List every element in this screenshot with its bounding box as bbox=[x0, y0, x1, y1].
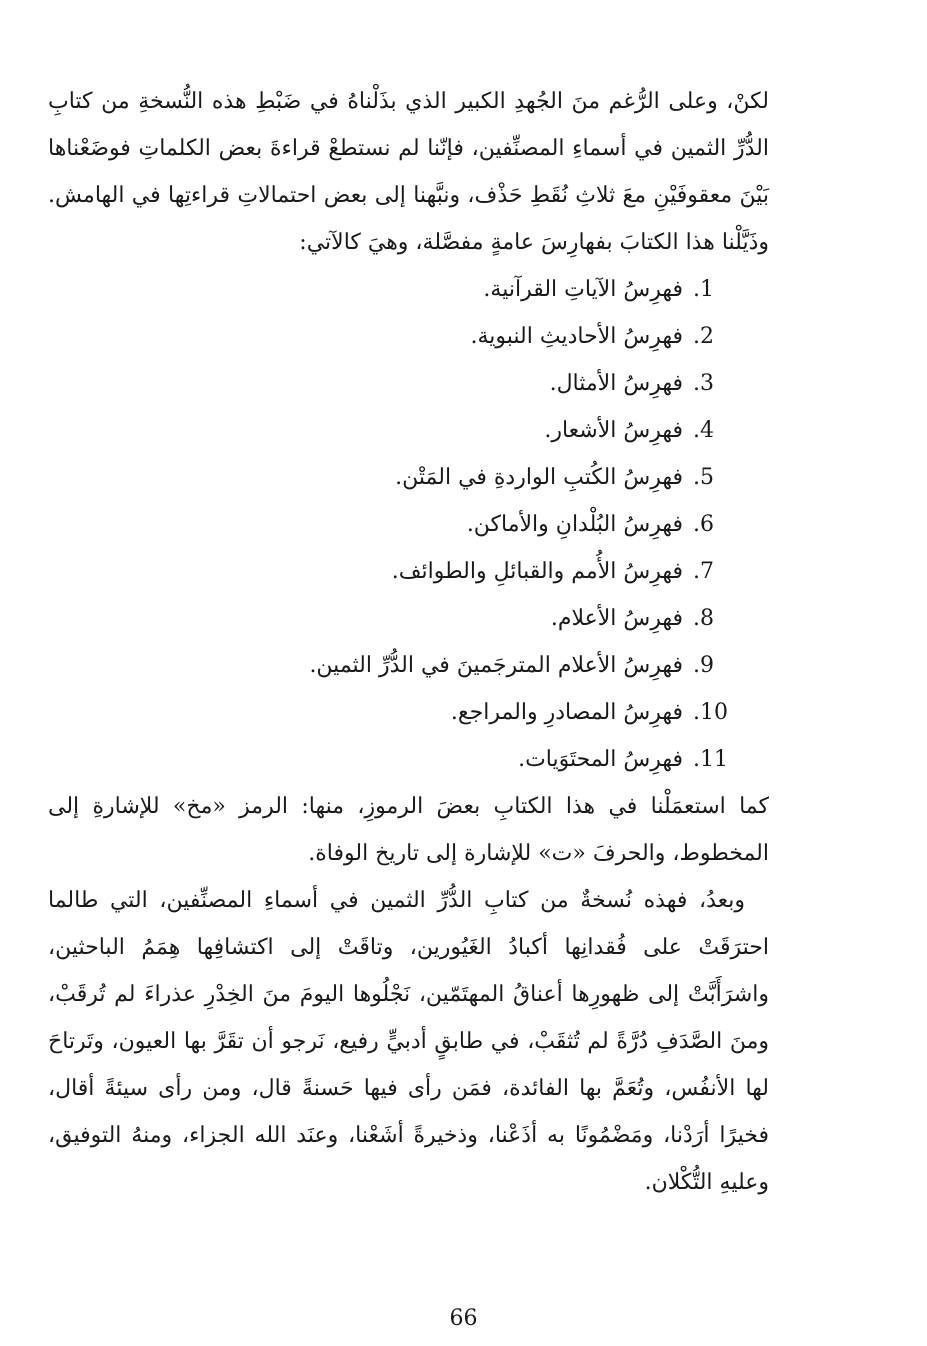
list-number: 5. bbox=[693, 465, 714, 490]
list-text: فهرِسُ المحتَوَيات. bbox=[518, 747, 683, 772]
list-item bbox=[48, 360, 769, 407]
list-item bbox=[48, 689, 769, 736]
list-text: فهرِسُ الأحاديثِ النبوية. bbox=[470, 324, 683, 349]
list-number: 7. bbox=[693, 559, 714, 584]
list-number: 8. bbox=[693, 606, 714, 631]
list-text: فهرِسُ الآياتِ القرآنية. bbox=[483, 277, 683, 302]
list-text: فهرِسُ الأعلام. bbox=[550, 606, 683, 631]
list-number: 11. bbox=[693, 747, 728, 772]
closing-paragraph: وبعدُ، فهذه نُسخةٌ من كتابِ الدُّرِّ الثمين في أسماءِ المصنِّفين، التي طالما احترَقَتْ على فُقدانِها أكبادُ الغَيُورين، وتاقَتْ إلى اكتشافِها هِمَمُ الباحثين، واشرَأَبَّتْ إلى ظهورِها أعناقُ المهتَمّين، نَجْلُوها اليومَ منَ الخِدْرِ عذراءَ لم تُرقَبْ، ومنَ الصَّدَفِ دُرَّةً لم تُثقَبْ، في طابقٍ أدبيٍّ رفيع، نَرجو أن تقَرَّ بها العيون، وتَرتاحَ لها الأنفُس، وتُعَمَّ بها الفائدة، فمَن رأى فيها حَسنةً قال، ومن رأى سيئةً أقال، فخيرًا أرَدْنا، ومَضْمُونًا به أذَعْنا، وذخيرةً أشَعْنا، وعنَد الله الجزاء، ومنهُ التوفيق، وعليهِ التُّكْلان. bbox=[48, 888, 769, 1195]
list-number: 6. bbox=[693, 512, 714, 537]
list-text: فهرِسُ البُلْدانِ والأماكن. bbox=[466, 512, 683, 537]
list-number: 4. bbox=[693, 418, 714, 443]
list-text: فهرِسُ الأشعار. bbox=[544, 418, 683, 443]
symbols-paragraph: كما استعمَلْنا في هذا الكتابِ بعضَ الرموزِ، منها: الرمز «مخ» للإشارةِ إلى المخطوط، والحرفَ «ت» للإشارة إلى تاريخ الوفاة. bbox=[48, 794, 769, 866]
list-item bbox=[48, 595, 769, 642]
body-text bbox=[48, 78, 769, 1206]
list-item bbox=[48, 407, 769, 454]
list-item bbox=[48, 501, 769, 548]
intro-paragraph: لكنْ، وعلى الرُّغم منَ الجُهدِ الكبير الذي بذَلْناهُ في ضَبْطِ هذه النُّسخةِ من كتابِ الدُّرِّ الثمين في أسماءِ المصنِّفين، فإنّنا لم نستطعْ قراءةَ بعض الكلماتِ فوضَعْناها بَيْنَ معقوفَيْنِ معَ ثلاثِ نُقَطِ حَذْف، ونبَّهنا إلى بعض احتمالاتِ قراءتِها في الهامش. وذَيَّلْنا هذا الكتابَ بفهارِسَ عامةٍ مفصَّلة، وهيَ كالآتي: bbox=[48, 89, 769, 255]
list-number: 9. bbox=[693, 653, 714, 678]
list-text: فهرِسُ الأُمم والقبائلِ والطوائف. bbox=[391, 559, 683, 584]
list-text: فهرِسُ الأعلام المترجَمينَ في الدُّرِّ الثمين. bbox=[309, 653, 683, 678]
list-text: فهرِسُ الأمثال. bbox=[549, 371, 683, 396]
list-number: 2. bbox=[693, 324, 714, 349]
list-number: 3. bbox=[693, 371, 714, 396]
list-item bbox=[48, 736, 769, 783]
list-item bbox=[48, 548, 769, 595]
list-item bbox=[48, 313, 769, 360]
list-item bbox=[48, 266, 769, 313]
list-item bbox=[48, 642, 769, 689]
list-text: فهرِسُ المصادرِ والمراجع. bbox=[450, 700, 683, 725]
page-number: 66 bbox=[449, 1306, 478, 1331]
list-text: فهرِسُ الكُتبِ الواردةِ في المَتْن. bbox=[395, 465, 683, 490]
index-list bbox=[48, 266, 769, 783]
list-item bbox=[48, 454, 769, 501]
list-number: 1. bbox=[693, 277, 714, 302]
list-number: 10. bbox=[693, 700, 728, 725]
